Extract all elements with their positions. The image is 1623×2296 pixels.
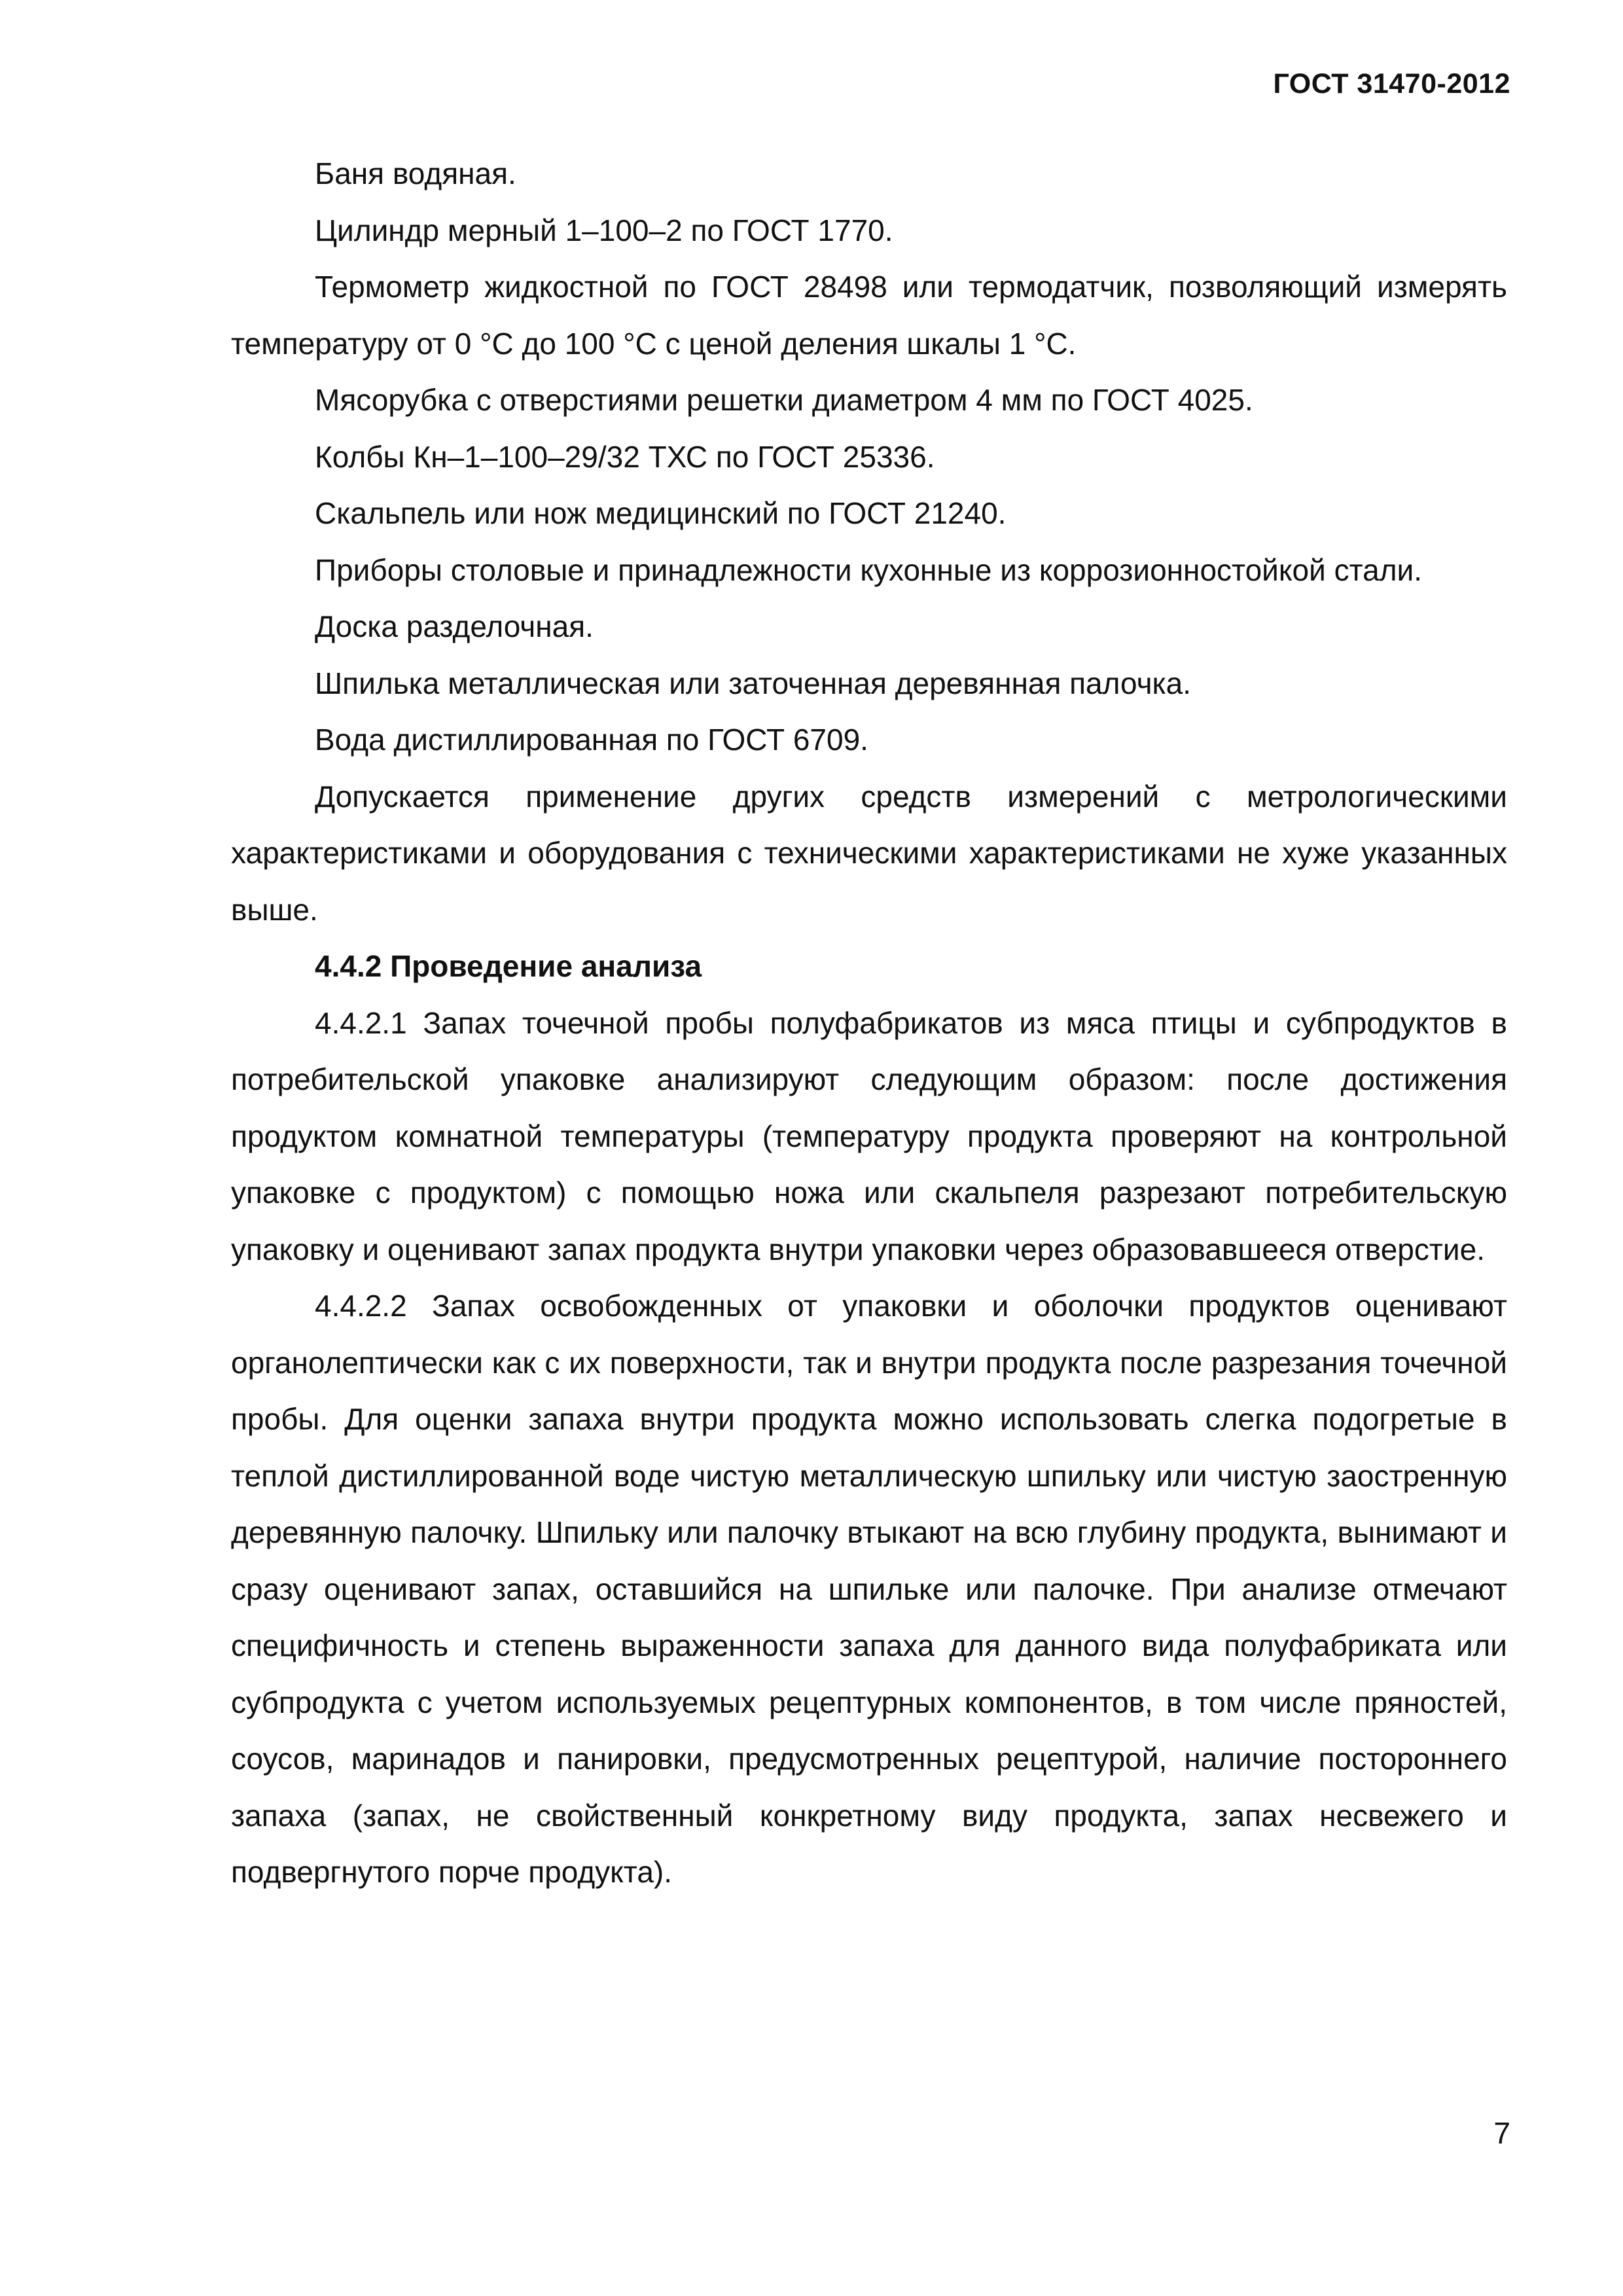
paragraph-pin: Шпилька металлическая или заточенная деревянная палочка. (315, 666, 1192, 700)
page-number: 7 (1493, 2116, 1510, 2150)
paragraph-tableware: Приборы столовые и принадлежности кухонные из коррозионностойкой стали. (315, 552, 1423, 587)
paragraph-flasks: Колбы Кн–1–100–29/32 ТХС по ГОСТ 25336. (315, 439, 935, 474)
document-body (231, 145, 1507, 1901)
document-standard-id: ГОСТ 31470-2012 (1273, 68, 1510, 99)
paragraph-water-bath: Баня водяная. (315, 156, 516, 190)
paragraph-meat-grinder: Мясорубка с отверстиями решетки диаметром 4 мм по ГОСТ 4025. (315, 383, 1253, 417)
paragraph-alternatives: Допускается применение других средств измерений с метрологическими характеристиками и оборудования с техническими характеристиками не хуже указанных выше. (231, 779, 1507, 927)
paragraph-scalpel: Скальпель или нож медицинский по ГОСТ 21240. (315, 496, 1007, 530)
paragraph-4-4-2-1: 4.4.2.1 Запах точечной пробы полуфабрикатов из мяса птицы и субпродуктов в потребительской упаковке анализируют следующим образом: после достижения продуктом комнатной температуры (температуру продукта проверяют на контрольной упаковке с продуктом) с помощью ножа или скальпеля разрезают потребительскую упаковку и оценивают запах продукта внутри упаковки через образовавшееся отверстие. (231, 1005, 1507, 1266)
paragraph-distilled-water: Вода дистиллированная по ГОСТ 6709. (315, 723, 868, 757)
section-heading: 4.4.2 Проведение анализа (315, 949, 702, 983)
paragraph-cutting-board: Доска разделочная. (315, 609, 594, 643)
paragraph-4-4-2-2: 4.4.2.2 Запах освобожденных от упаковки и оболочки продуктов оценивают органолептически как с их поверхности, так и внутри продукта после разрезания точечной пробы. Для оценки запаха внутри продукта можно использовать слегка подогретые в теплой дистиллированной воде чистую металлическую шпильку или чистую заостренную деревянную палочку. Шпильку или палочку втыкают на всю глубину продукта, вынимают и сразу оценивают запах, оставшийся на шпильке или палочке. При анализе отмечают специфичность и степень выраженности запаха для данного вида полуфабриката или субпродукта с учетом используемых рецептурных компонентов, в том числе пряностей, соусов, маринадов и панировки, предусмотренных рецептурой, наличие постороннего запаха (запах, не свойственный конкретному виду продукта, запах несвежего и подвергнутого порче продукта). (231, 1289, 1507, 1889)
paragraph-measuring-cylinder: Цилиндр мерный 1–100–2 по ГОСТ 1770. (315, 213, 893, 247)
paragraph-thermometer: Термометр жидкостной по ГОСТ 28498 или термодатчик, позволяющий измерять температуру от 0 °С до 100 °С с ценой деления шкалы 1 °С. (231, 270, 1507, 361)
